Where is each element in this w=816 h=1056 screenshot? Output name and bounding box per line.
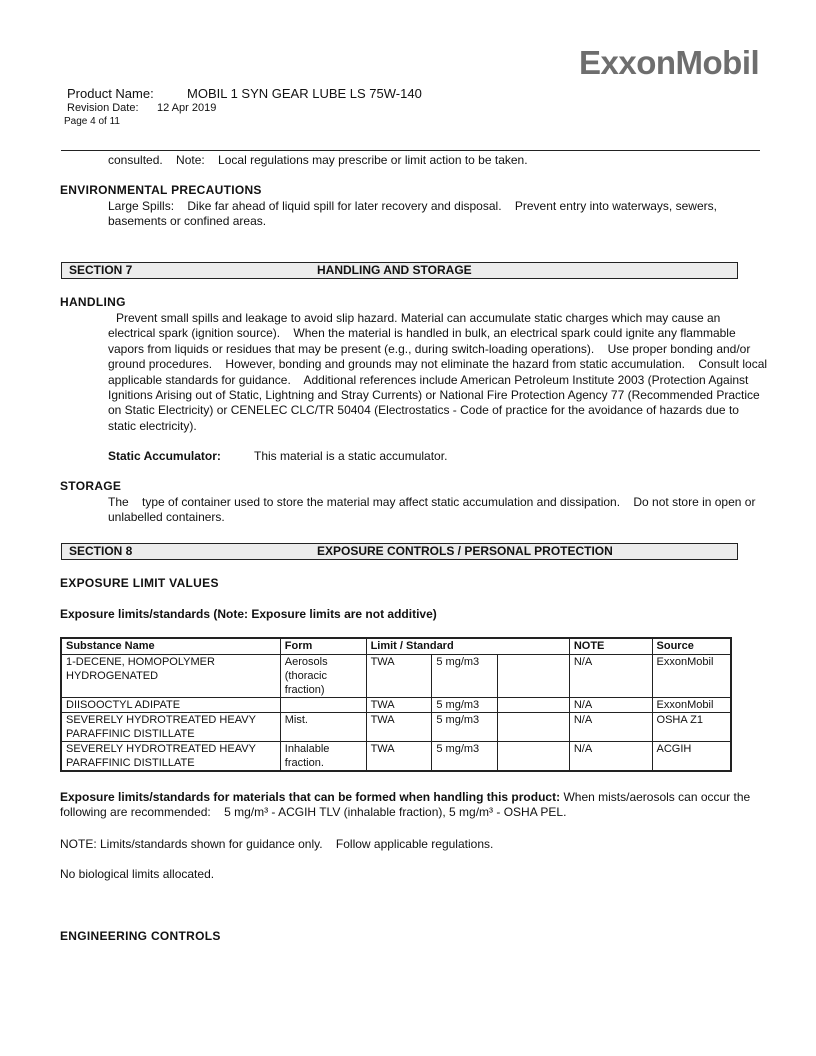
cell-form: Mist. <box>280 713 366 742</box>
table-row <box>61 713 731 742</box>
col-note: NOTE <box>569 638 652 655</box>
biological-limits-text: No biological limits allocated. <box>60 867 215 881</box>
cell-limit: 5 mg/m3 <box>432 655 498 698</box>
table-row <box>61 698 731 713</box>
cell-type: TWA <box>366 742 432 772</box>
handling-text: Prevent small spills and leakage to avoid slip hazard. Material can accumulate static charges which may cause an electrical spark (ignition source). When the material is handled in bulk, an electrical spark could ignite any flammable vapors from liquids or residues that may be present (e.g., during switch-loading operations). Use proper bonding and/or ground procedures. However, bonding and grounds may not eliminate the hazard from static accumulation. Consult local applicable standards for guidance. Additional references include American Petroleum Institute 2003 (Protection Against Ignitions Arising out of Static, Lightning and Stray Currents) or National Fire Protection Agency 77 (Recommended Practice on Static Electricity) or CENELEC CLC/TR 50404 (Electrostatics - Code of practice for the avoidance of hazards due to static electricity). <box>108 311 771 433</box>
cell-type: TWA <box>366 698 432 713</box>
table-row <box>61 742 731 772</box>
cell-limit: 5 mg/m3 <box>432 698 498 713</box>
section-7-number: SECTION 7 <box>69 263 133 277</box>
cell-form: Inhalable fraction. <box>280 742 366 772</box>
cell-substance: 1-DECENE, HOMOPOLYMER HYDROGENATED <box>61 655 280 698</box>
col-source: Source <box>652 638 731 655</box>
section-8-bar <box>61 543 738 560</box>
product-name-value: MOBIL 1 SYN GEAR LUBE LS 75W-140 <box>187 86 422 101</box>
cell-empty <box>498 713 570 742</box>
exposure-limits-subheading: Exposure limits/standards (Note: Exposure limits are not additive) <box>60 607 437 621</box>
cell-empty <box>498 698 570 713</box>
env-precautions-heading: ENVIRONMENTAL PRECAUTIONS <box>60 183 262 197</box>
cell-note: N/A <box>569 713 652 742</box>
section-8-number: SECTION 8 <box>69 544 133 558</box>
col-form: Form <box>280 638 366 655</box>
cell-note: N/A <box>569 742 652 772</box>
cell-empty <box>498 655 570 698</box>
header-divider <box>61 150 760 151</box>
cell-source: OSHA Z1 <box>652 713 731 742</box>
cell-limit: 5 mg/m3 <box>432 742 498 772</box>
cell-limit: 5 mg/m3 <box>432 713 498 742</box>
section-8-title: EXPOSURE CONTROLS / PERSONAL PROTECTION <box>317 544 613 558</box>
table-row <box>61 655 731 698</box>
cell-note: N/A <box>569 655 652 698</box>
cell-empty <box>498 742 570 772</box>
env-precautions-text: Large Spills: Dike far ahead of liquid spill for later recovery and disposal. Prevent entry into waterways, sewers, basements or confined areas. <box>108 199 721 229</box>
col-limit-standard: Limit / Standard <box>366 638 569 655</box>
revision-date-value: 12 Apr 2019 <box>157 102 217 114</box>
static-accumulator-label: Static Accumulator: <box>108 449 221 463</box>
cell-source: ExxonMobil <box>652 655 731 698</box>
cell-substance: DIISOOCTYL ADIPATE <box>61 698 280 713</box>
continued-text: consulted. Note: Local regulations may prescribe or limit action to be taken. <box>108 153 528 167</box>
cell-substance: SEVERELY HYDROTREATED HEAVY PARAFFINIC DISTILLATE <box>61 713 280 742</box>
cell-source: ACGIH <box>652 742 731 772</box>
storage-heading: STORAGE <box>60 479 122 493</box>
formed-limits-paragraph <box>60 790 760 821</box>
page-number: Page 4 of 11 <box>64 116 120 127</box>
cell-type: TWA <box>366 655 432 698</box>
section-7-bar <box>61 262 738 279</box>
formed-limits-text: When mists/aerosols can occur the following are recommended: 5 mg/m³ - ACGIH TLV (inhalable fraction), 5 mg/m³ - OSHA PEL. <box>60 790 754 820</box>
guidance-note: NOTE: Limits/standards shown for guidance only. Follow applicable regulations. <box>60 837 494 851</box>
cell-note: N/A <box>569 698 652 713</box>
section-7-title: HANDLING AND STORAGE <box>317 263 472 277</box>
cell-source: ExxonMobil <box>652 698 731 713</box>
exposure-limit-heading: EXPOSURE LIMIT VALUES <box>60 576 219 590</box>
cell-substance: SEVERELY HYDROTREATED HEAVY PARAFFINIC DISTILLATE <box>61 742 280 772</box>
exposure-limits-table <box>60 637 732 772</box>
exxonmobil-logo: ExxonMobil <box>579 44 760 81</box>
engineering-controls-heading: ENGINEERING CONTROLS <box>60 929 221 943</box>
cell-form <box>280 698 366 713</box>
storage-text: The type of container used to store the material may affect static accumulation and dissipation. Do not store in open or unlabelled containers. <box>108 495 759 525</box>
static-accumulator-value: This material is a static accumulator. <box>254 449 448 463</box>
col-substance-name: Substance Name <box>61 638 280 655</box>
handling-heading: HANDLING <box>60 295 126 309</box>
table-header-row <box>61 638 731 655</box>
formed-limits-label: Exposure limits/standards for materials that can be formed when handling this product: <box>60 790 561 804</box>
product-name-label: Product Name: <box>67 86 154 101</box>
cell-type: TWA <box>366 713 432 742</box>
revision-date-label: Revision Date: <box>67 102 139 114</box>
cell-form: Aerosols (thoracic fraction) <box>280 655 366 698</box>
